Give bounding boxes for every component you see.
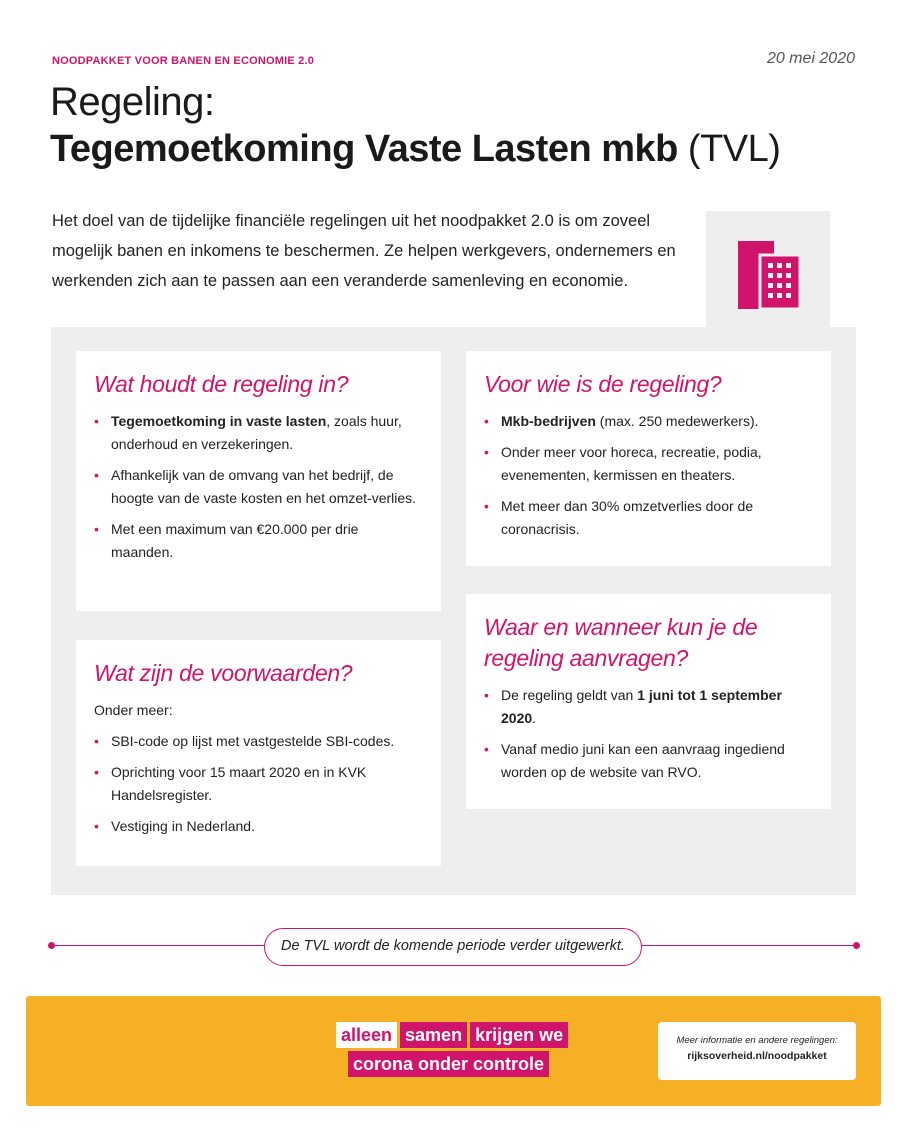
card-where (466, 594, 831, 809)
card-conditions (76, 640, 441, 866)
list-item (484, 495, 813, 541)
list-item-text: . (532, 710, 537, 726)
list-item (484, 410, 813, 433)
list-item-text: Onder meer voor horeca, recreatie, podia, evenementen, kermissen en theaters. (501, 444, 762, 483)
list-item-text: Met een maximum van €20.000 per drie maanden. (111, 521, 359, 560)
slogan-word: krijgen we (470, 1022, 568, 1048)
buildings-icon (734, 235, 802, 309)
list-item (484, 738, 813, 784)
intro-paragraph: Het doel van de tijdelijke financiële regelingen uit het noodpakket 2.0 is om zoveel mogelijk banen en inkomens te beschermen. Ze helpen werkgevers, ondernemers en werkenden zich aan te passen aan een veranderde samenleving en economie. (52, 212, 676, 290)
list-item-text: De regeling geldt van (501, 687, 638, 703)
list-item-bold: Tegemoetkoming in vaste lasten (111, 413, 327, 429)
list-item (94, 761, 423, 807)
list-item (484, 684, 813, 730)
kicker: NOODPAKKET VOOR BANEN EN ECONOMIE 2.0 (52, 55, 315, 67)
card-who (466, 351, 831, 566)
list-item (94, 464, 423, 510)
card-what (76, 351, 441, 611)
card-who-list (484, 410, 813, 541)
page-title-line1: Regeling: (50, 80, 215, 124)
list-item-text: Oprichting voor 15 maart 2020 en in KVK Handelsregister. (111, 764, 367, 803)
card-who-heading: Voor wie is de regeling? (484, 371, 722, 397)
list-item-text: (max. 250 medewerkers). (595, 413, 759, 429)
list-item (484, 441, 813, 487)
slogan-row-1 (336, 1022, 568, 1048)
list-item (94, 410, 423, 456)
card-where-heading: Waar en wanneer kun je de regeling aanvragen? (484, 614, 758, 671)
page-title-bold: Tegemoetkoming Vaste Lasten mkb (50, 128, 678, 170)
list-item-text: , zoals huur, onderhoud en verzekeringen. (111, 413, 402, 452)
list-item-text: Met meer dan 30% omzetverlies door de coronacrisis. (501, 498, 754, 537)
card-conditions-sub: Onder meer: (94, 702, 173, 718)
divider-dot-left (48, 942, 55, 949)
card-what-list (94, 410, 423, 564)
slogan-row-2 (348, 1051, 568, 1077)
slogan-word: alleen (336, 1022, 397, 1048)
list-item (94, 730, 423, 753)
page-title-suffix: (TVL) (677, 128, 781, 170)
list-item-text: Afhankelijk van de omvang van het bedrijf, de hoogte van de vaste kosten en het omzet-verlies. (111, 467, 417, 506)
info-link[interactable]: rijksoverheid.nl/noodpakket (687, 1050, 827, 1062)
list-item (94, 815, 423, 838)
card-what-heading: Wat houdt de regeling in? (94, 371, 349, 397)
card-conditions-list (94, 730, 423, 838)
info-label: Meer informatie en andere regelingen: (676, 1035, 838, 1046)
slogan-word: corona onder controle (348, 1051, 549, 1077)
list-item (94, 518, 423, 564)
divider-dot-right (853, 942, 860, 949)
info-box (658, 1022, 856, 1080)
icon-box (706, 211, 830, 331)
page-title-line2 (50, 128, 780, 171)
slogan (336, 1022, 568, 1080)
note-pill: De TVL wordt de komende periode verder uitgewerkt. (264, 928, 642, 966)
publication-date: 20 mei 2020 (766, 50, 855, 67)
list-item-bold: 1 juni tot 1 september 2020 (501, 687, 782, 726)
list-item-text: Vestiging in Nederland. (111, 818, 255, 834)
slogan-word: samen (400, 1022, 467, 1048)
list-item-text: Vanaf medio juni kan een aanvraag ingediend worden op de website van RVO. (501, 741, 785, 780)
card-conditions-heading: Wat zijn de voorwaarden? (94, 660, 353, 686)
card-where-list (484, 684, 813, 784)
list-item-bold: Mkb-bedrijven (501, 413, 596, 429)
list-item-text: SBI-code op lijst met vastgestelde SBI-codes. (111, 733, 395, 749)
